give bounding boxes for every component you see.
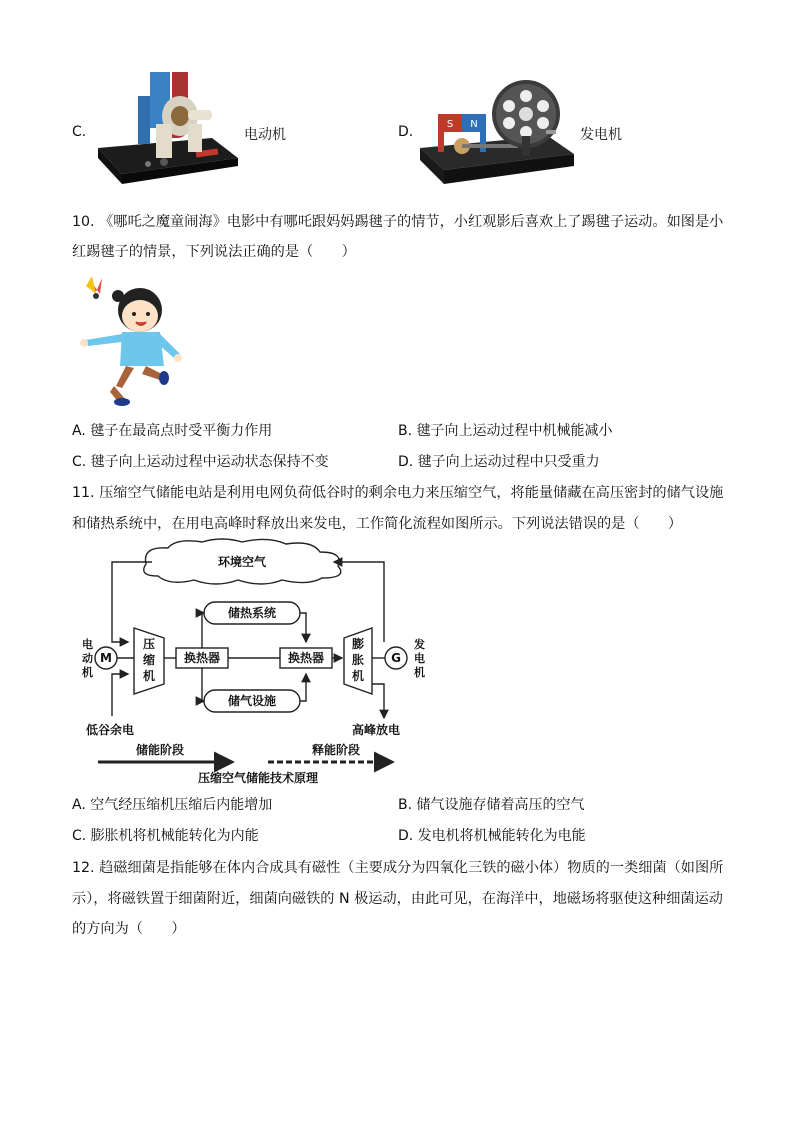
compressor-char3: 机 [142,669,156,683]
compressor-char1: 压 [142,637,156,651]
option-d-letter: D. [398,124,414,140]
heat-storage-label: 储热系统 [227,606,277,620]
heat-exchanger-right-label: 换热器 [287,651,325,665]
compressor-char2: 缩 [142,653,156,667]
option-c-letter: C. [72,124,87,140]
motor-label-1: 电 [82,638,93,651]
q11-option-d[interactable]: D. 发电机将机械能转化为电能 [398,828,586,844]
off-peak-label: 低谷余电 [86,723,135,737]
q12-stem-line3: 的方向为（ ） [72,921,186,937]
peak-discharge-label: 高峰放电 [352,723,401,737]
q12-stem-line2: 示），将磁铁置于细菌附近，细菌向磁铁的 N 极运动，由此可见，在海洋中，地磁场将驱使这种细菌运动 [72,891,723,907]
girl-kicking-shuttlecock-image [76,274,186,410]
expander-char2: 胀 [351,653,365,667]
release-stage-label: 释能阶段 [312,743,361,757]
q11-option-c[interactable]: C. 膨胀机将机械能转化为内能 [72,828,259,844]
q11-option-b[interactable]: B. 储气设施存储着高压的空气 [398,797,585,813]
ambient-air-label: 环境空气 [217,555,267,569]
expander-char3: 机 [351,669,365,683]
q10-option-d[interactable]: D. 毽子向上运动过程中只受重力 [398,454,600,470]
gas-storage-label: 储气设施 [227,694,277,708]
diagram-caption: 压缩空气储能技术原理 [197,771,319,785]
q11-stem-line2: 和储热系统中，在用电高峰时释放出来发电，工作简化流程如图所示。下列说法错误的是（ ） [72,516,683,532]
q10-option-c[interactable]: C. 毽子向上运动过程中运动状态保持不变 [72,454,329,470]
q10-stem-line1: 10. 《哪吒之魔童闹海》电影中有哪吒跟妈妈踢毽子的情节，小红观影后喜欢上了踢毽子运动。如图是小 [72,214,724,230]
generator-image [418,74,576,194]
magnet-n-pole: N [470,119,478,130]
storage-stage-label: 储能阶段 [136,743,185,757]
q10-stem-line2: 红踢毽子的情景，下列说法正确的是（ ） [72,244,356,260]
option-d-label: 发电机 [580,127,622,143]
motor-label-2: 动 [82,652,93,665]
electric-motor-image [92,66,242,194]
generator-symbol: G [391,651,401,665]
q11-stem-line1: 11. 压缩空气储能电站是利用电网负荷低谷时的剩余电力来压缩空气，将能量储藏在高压密封的储气设施 [72,485,724,501]
q10-option-a[interactable]: A. 毽子在最高点时受平衡力作用 [72,423,273,439]
q10-option-b[interactable]: B. 毽子向上运动过程中机械能减小 [398,423,613,439]
generator-label-2: 电 [414,652,425,665]
q12-stem-line1: 12. 趋磁细菌是指能够在体内合成具有磁性（主要成分为四氧化三铁的磁小体）物质的一类细菌（如图所 [72,860,724,876]
expander-char1: 膨 [351,637,365,651]
generator-label-1: 发 [414,638,425,651]
motor-label-3: 机 [82,666,93,679]
compressed-air-storage-diagram [72,538,438,788]
heat-exchanger-left-label: 换热器 [183,651,221,665]
q11-option-a[interactable]: A. 空气经压缩机压缩后内能增加 [72,797,273,813]
generator-label-3: 机 [414,666,425,679]
option-c-label: 电动机 [244,127,286,143]
magnet-s-pole: S [446,119,454,130]
motor-symbol: M [100,651,112,665]
